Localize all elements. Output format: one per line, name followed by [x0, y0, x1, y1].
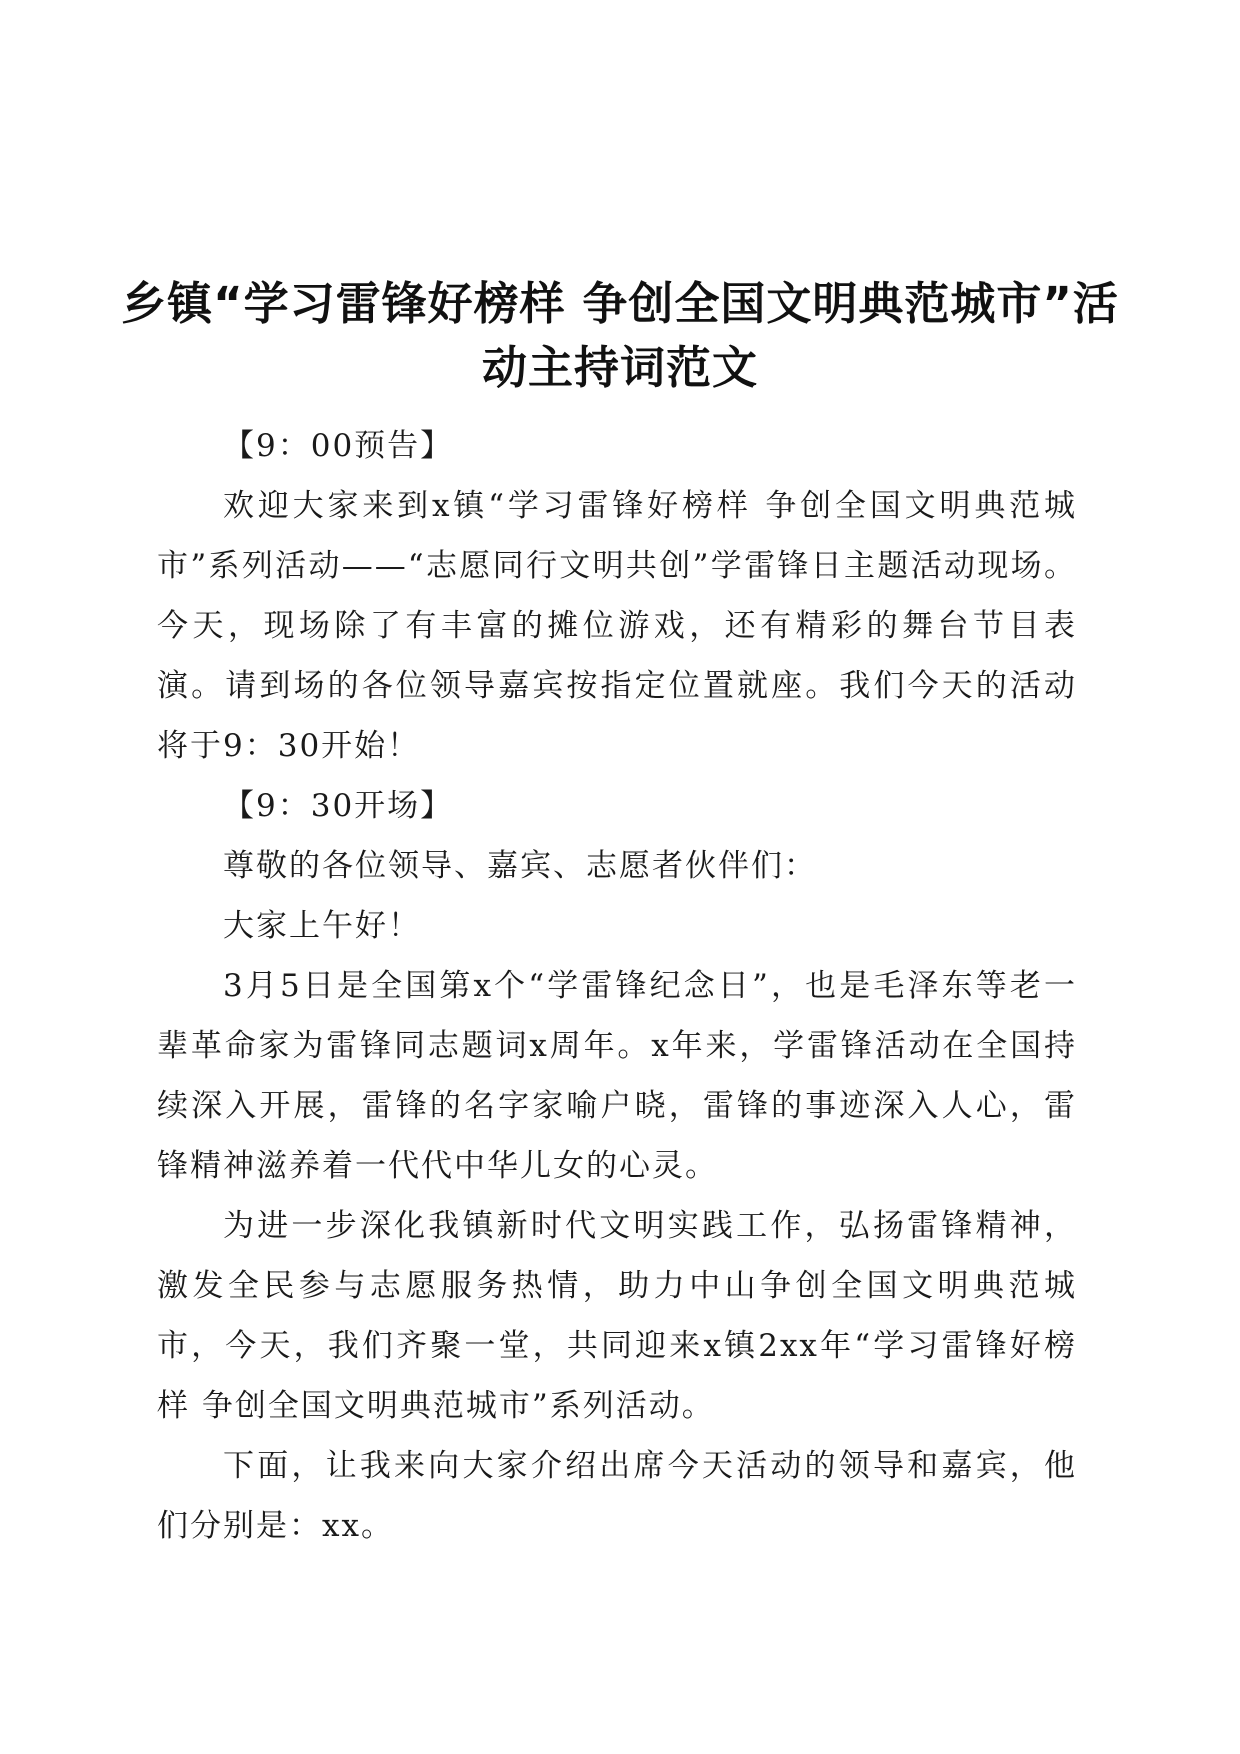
paragraph-background: 3月5日是全国第x个“学雷锋纪念日”，也是毛泽东等老一辈革命家为雷锋同志题词x周年。x年来，学雷锋活动在全国持续深入开展，雷锋的名字家喻户晓，雷锋的事迹深入人心，雷锋精神滋养着一代代中华儿女的心灵。: [157, 968, 1077, 1184]
document-title: 乡镇“学习雷锋好榜样 争创全国文明典范城市”活动主持词范文: [121, 277, 1119, 394]
paragraph-salutation: 尊敬的各位领导、嘉宾、志愿者伙伴们：: [223, 848, 817, 884]
paragraph-greeting: 大家上午好！: [223, 908, 421, 944]
section-heading-preview: 【9：00预告】: [223, 428, 454, 464]
paragraph-welcome: 欢迎大家来到x镇“学习雷锋好榜样 争创全国文明典范城市”系列活动——“志愿同行文明共创”学雷锋日主题活动现场。今天，现场除了有丰富的摊位游戏，还有精彩的舞台节目表演。请到场的各位领导嘉宾按指定位置就座。我们今天的活动将于9：30开始！: [157, 488, 1077, 764]
section-heading-opening: 【9：30开场】: [223, 788, 454, 824]
paragraph-introduction: 下面，让我来向大家介绍出席今天活动的领导和嘉宾，他们分别是：xx。: [157, 1448, 1077, 1544]
paragraph-purpose: 为进一步深化我镇新时代文明实践工作，弘扬雷锋精神，激发全民参与志愿服务热情，助力中山争创全国文明典范城市，今天，我们齐聚一堂，共同迎来x镇2xx年“学习雷锋好榜样 争创全国文明典范城市”系列活动。: [157, 1208, 1077, 1424]
document-body: [157, 416, 1077, 1556]
